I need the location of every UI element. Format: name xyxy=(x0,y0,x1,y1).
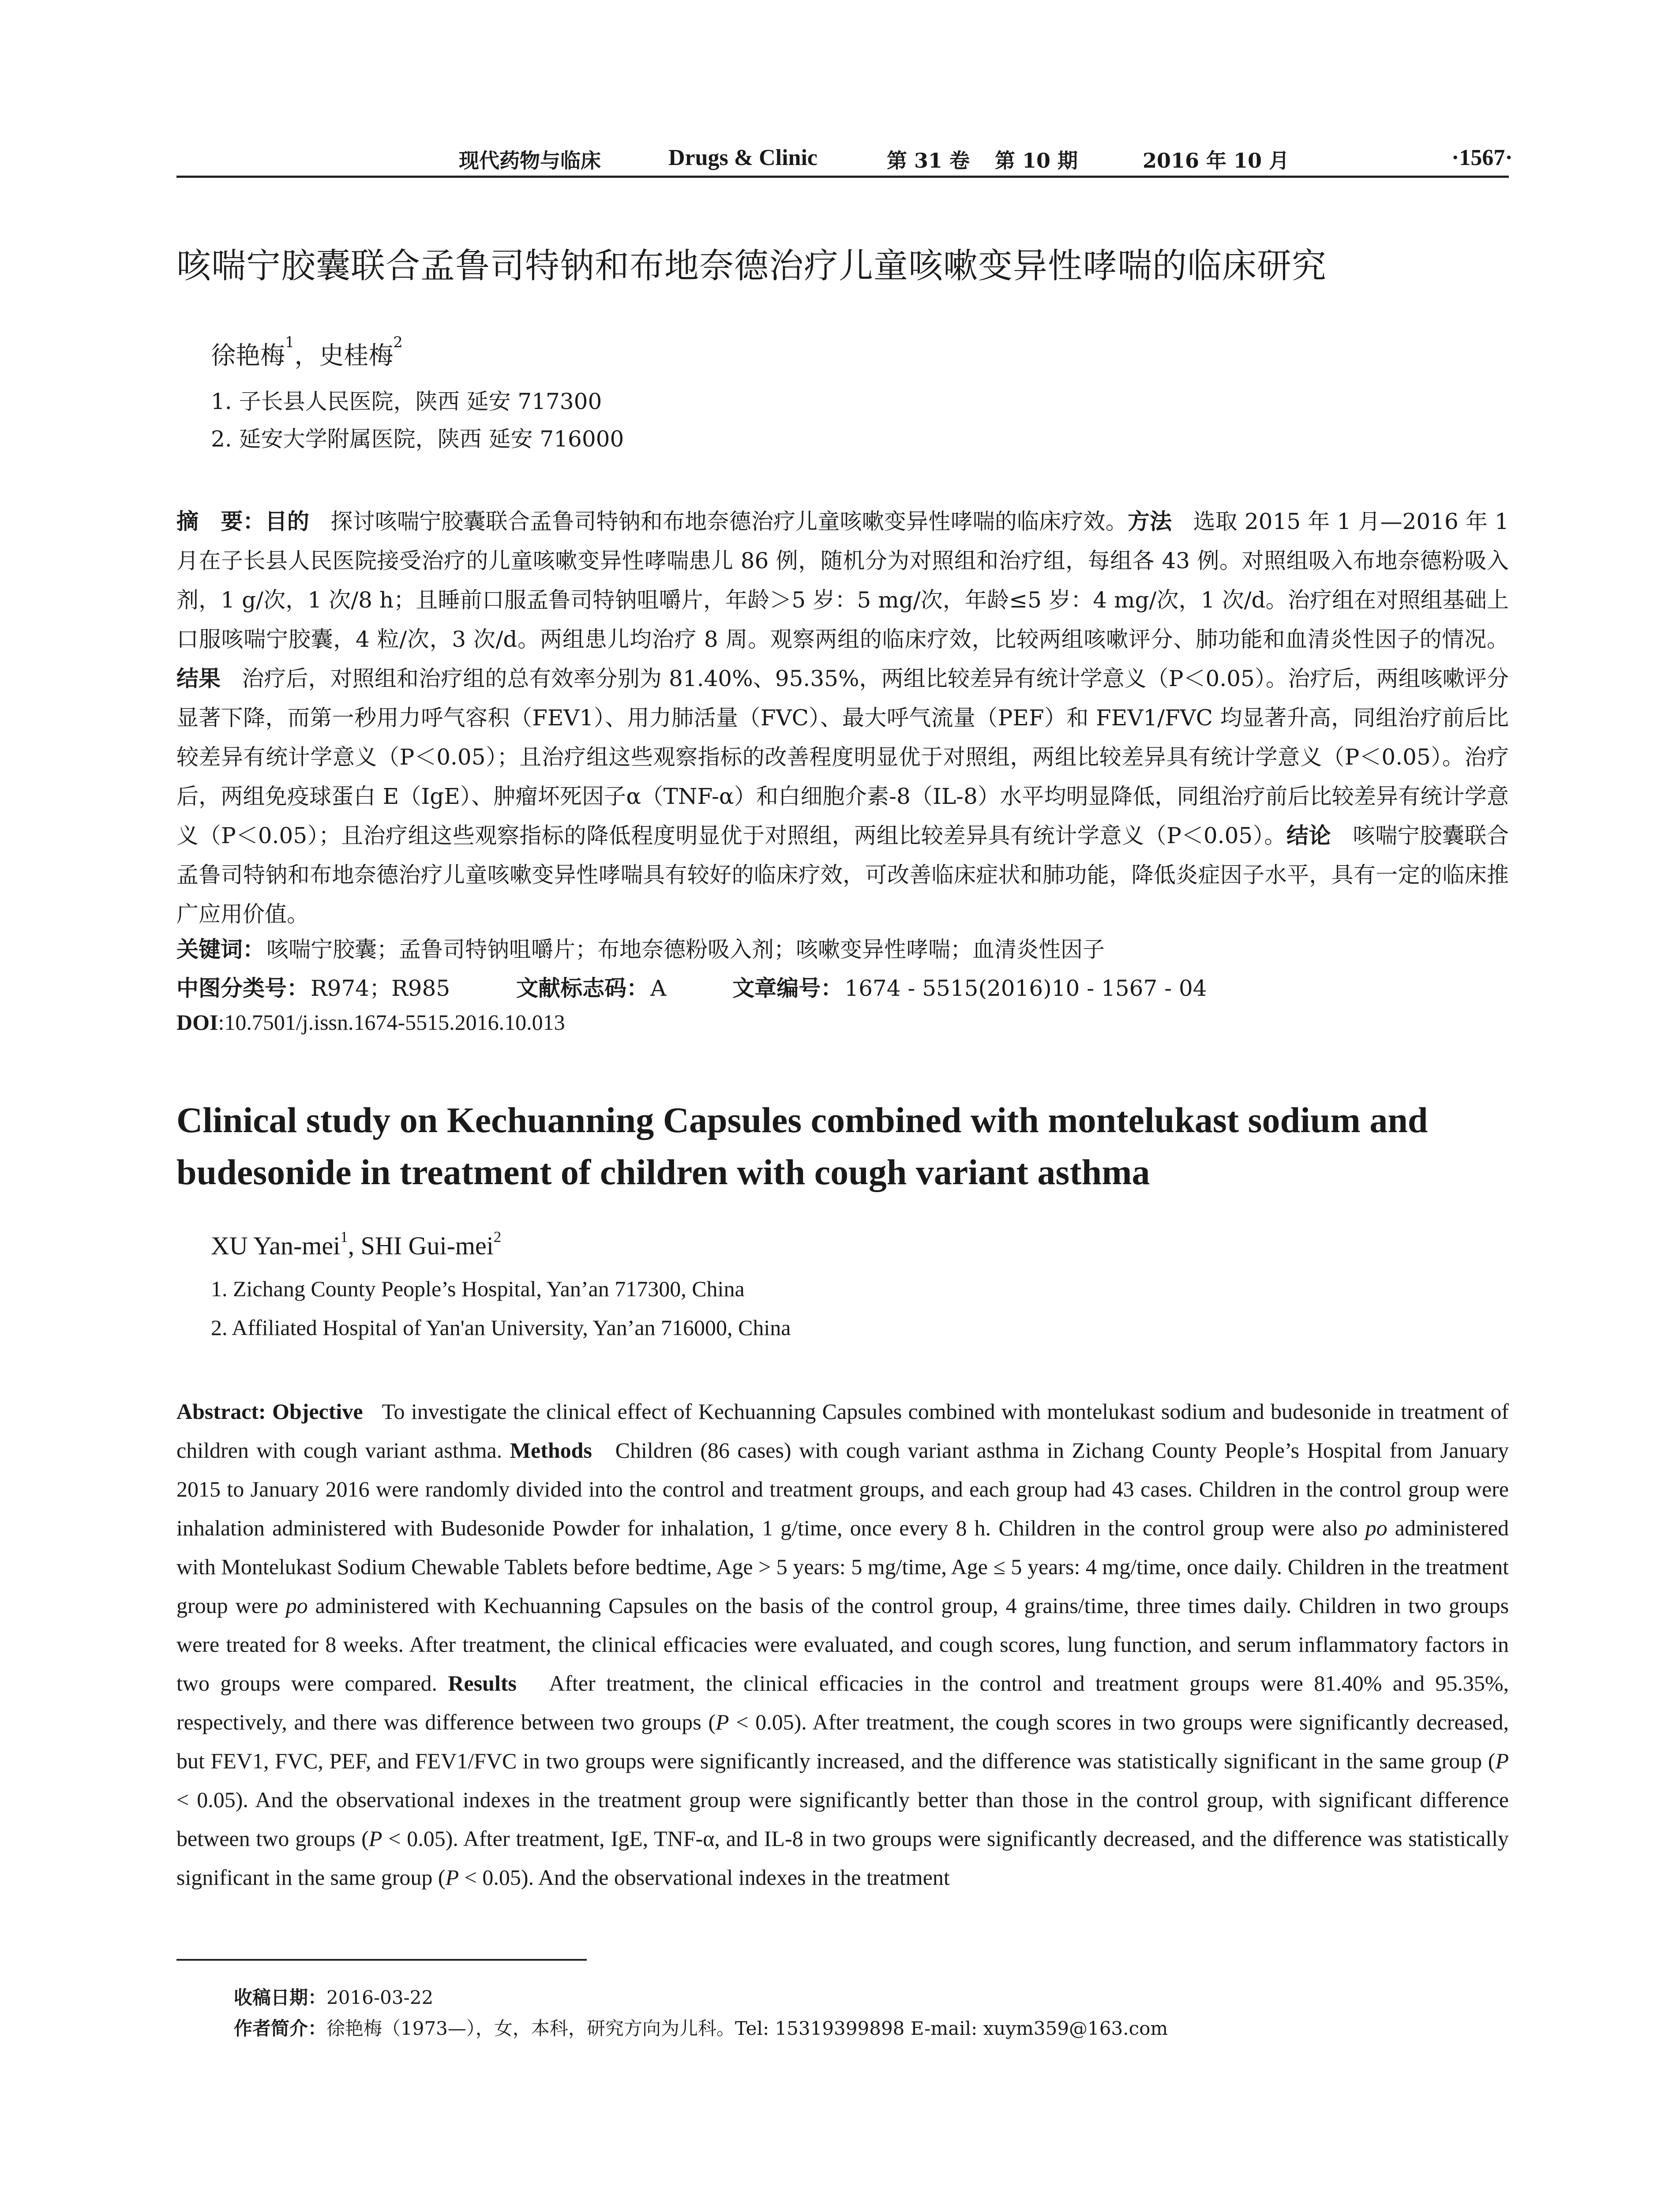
english-authors xyxy=(211,1228,502,1261)
english-abstract xyxy=(176,1392,1509,1897)
doc-code-label: 文献标志码： xyxy=(516,975,649,1001)
methods-label-en: Methods xyxy=(510,1438,592,1463)
classification-line xyxy=(176,971,1207,1002)
objective-label-cn: 目的 xyxy=(265,509,310,534)
results-text-cn: 治疗后，对照组和治疗组的总有效率分别为 81.40%、95.35%，两组比较差异有统计学意义（P＜0.05）。治疗后，两组咳嗽评分显著下降，而第一秒用力呼气容积（FEV1）、用力肺活量（FVC）、最大呼气流量（PEF）和 FEV1/FVC 均显著升高，同组治疗前后比较差异有统计学意义（P＜0.05）；且治疗组这些观察指标的改善程度明显优于对照组，两组比较差异具有统计学意义（P＜0.05）。治疗后，两组免疫球蛋白 E（IgE）、肿瘤坏死因子α（TNF-α）和白细胞介素-8（IL-8）水平均明显降低，同组治疗前后比较差异有统计学意义（P＜0.05）；且治疗组这些观察指标的降低程度明显优于对照组，两组比较差异具有统计学意义（P＜0.05）。 xyxy=(176,666,1509,848)
journal-name-en: Drugs & Clinic xyxy=(668,145,818,170)
page-number: ·1567· xyxy=(1451,145,1513,170)
volume: 第 31 卷 xyxy=(887,149,970,173)
keywords-cn xyxy=(176,932,1105,964)
objective-text-cn: 探讨咳喘宁胶囊联合孟鲁司特钠和布地奈德治疗儿童咳嗽变异性哮喘的临床疗效。 xyxy=(330,509,1128,534)
keywords-text: 咳喘宁胶囊；孟鲁司特钠咀嚼片；布地奈德粉吸入剂；咳嗽变异性哮喘；血清炎性因子 xyxy=(266,937,1105,962)
author-1-en-affil-mark: 1 xyxy=(340,1228,348,1246)
author-separator-en: , xyxy=(348,1231,361,1260)
author-1-en: XU Yan-mei xyxy=(211,1231,341,1260)
p-symbol-4: P xyxy=(445,1865,459,1890)
doi-value: :10.7501/j.issn.1674-5515.2016.10.013 xyxy=(218,1010,565,1035)
clc-label: 中图分类号： xyxy=(176,975,309,1001)
results-label-cn: 结果 xyxy=(176,666,221,691)
author-2-en-affil-mark: 2 xyxy=(493,1228,502,1246)
results-text-en-1: After treatment, the clinical efficacies in the control and treatment groups were 81.40% and 95.35%, respectively, and there was difference between two groups ( xyxy=(176,1671,1509,1734)
po-abbrev-2: po xyxy=(285,1593,308,1618)
chinese-title: 咳喘宁胶囊联合孟鲁司特钠和布地奈德治疗儿童咳嗽变异性哮喘的临床研究 xyxy=(176,246,1327,286)
author-2-affil-mark: 2 xyxy=(393,334,403,351)
methods-text-en-1: Children (86 cases) with cough variant asthma in Zichang County People’s Hospital from January 2015 to January 2016 were randomly divided into the control and treatment groups, and each group had 43 cases. Children in the control group were inhalation administered with Budesonide Powder for inhalation, 1 g/time, once every 8 h. Children in the control group were also xyxy=(176,1438,1509,1540)
p-symbol-3: P xyxy=(368,1826,382,1851)
keywords-label: 关键词： xyxy=(176,937,265,962)
abstract-label-en: Abstract: xyxy=(176,1399,266,1424)
affiliation-2-cn: 2. 延安大学附属医院，陕西 延安 716000 xyxy=(211,426,624,452)
conclusion-text-cn: 咳喘宁胶囊联合孟鲁司特钠和布地奈德治疗儿童咳嗽变异性哮喘具有较好的临床疗效，可改善临床症状和肺功能，降低炎症因子水平，具有一定的临床推广应用价值。 xyxy=(176,823,1509,927)
journal-name-cn: 现代药物与临床 xyxy=(459,149,601,173)
author-1-cn: 徐艳梅 xyxy=(211,341,285,370)
po-abbrev-1: po xyxy=(1365,1516,1388,1540)
article-no-label: 文章编号： xyxy=(732,975,843,1001)
chinese-abstract xyxy=(176,502,1509,934)
methods-text-en-3: administered with Kechuanning Capsules on the basis of the control group, 4 grains/time, three times daily. Children in two groups were treated for 8 weeks. After treatment, the clinical efficacies were evaluated, and cough scores, lung function, and serum inflammatory factors in two groups were compared. xyxy=(176,1593,1509,1696)
received-date-note xyxy=(234,1983,433,2010)
issue-date: 2016 年 10 月 xyxy=(1143,149,1290,173)
objective-text-en: To investigate the clinical effect of Kechuanning Capsules combined with montelukast sodium and budesonide in treatment of children with cough variant asthma. xyxy=(176,1399,1509,1463)
methods-text-en-2: administered with Montelukast Sodium Chewable Tablets before bedtime, Age > 5 years: 5 mg/time, Age ≤ 5 years: 4 mg/time, once daily. Children in the treatment group were xyxy=(176,1516,1509,1618)
received-label: 收稿日期： xyxy=(234,1987,327,2008)
chinese-authors xyxy=(211,336,403,371)
results-label-en: Results xyxy=(448,1671,517,1696)
results-text-en-4: < 0.05). After treatment, IgE, TNF-α, and IL-8 in two groups were significantly decreased, and the difference was statistically significant in the same group ( xyxy=(176,1826,1509,1890)
author-2-cn: 史桂梅 xyxy=(319,341,394,370)
footnote-divider xyxy=(176,1959,587,1961)
running-header xyxy=(176,140,1513,178)
affiliation-1-en: 1. Zichang County People’s Hospital, Yan’an 717300, China xyxy=(211,1276,745,1301)
author-2-en: SHI Gui-mei xyxy=(360,1231,494,1260)
doi-label: DOI xyxy=(176,1010,218,1035)
received-date: 2016-03-22 xyxy=(326,1987,434,2008)
objective-label-en: Objective xyxy=(272,1399,363,1424)
doi-line xyxy=(176,1009,565,1035)
results-text-en-5: < 0.05). And the observational indexes in the treatment xyxy=(459,1865,950,1890)
methods-label-cn: 方法 xyxy=(1127,509,1172,534)
article-no-value: 1674 - 5515(2016)10 - 1567 - 04 xyxy=(844,975,1207,1001)
clc-value: R974；R985 xyxy=(311,975,450,1001)
author-1-affil-mark: 1 xyxy=(285,334,295,351)
issue: 第 10 期 xyxy=(995,149,1078,173)
p-symbol-1: P xyxy=(716,1710,729,1734)
author-bio-text: 徐艳梅（1973—），女，本科，研究方向为儿科。Tel: 15319399898 E-mail: xuym359@163.com xyxy=(326,2018,1168,2039)
methods-text-cn: 选取 2015 年 1 月—2016 年 1 月在子长县人民医院接受治疗的儿童咳嗽变异性哮喘患儿 86 例，随机分为对照组和治疗组，每组各 43 例。对照组吸入布地奈德粉吸入剂，1 g/次，1 次/8 h；且睡前口服孟鲁司特钠咀嚼片，年龄＞5 岁：5 mg/次，年龄≤5 岁：4 mg/次，1 次/d。治疗组在对照组基础上口服咳喘宁胶囊，4 粒/次，3 次/d。两组患儿均治疗 8 周。观察两组的临床疗效，比较两组咳嗽评分、肺功能和血清炎性因子的情况。 xyxy=(176,509,1509,652)
results-text-en-2: < 0.05). After treatment, the cough scores in two groups were significantly decreased, but FEV1, FVC, PEF, and FEV1/FVC in two groups were significantly increased, and the difference was statistically significant in the same group ( xyxy=(176,1710,1509,1773)
results-text-en-3: < 0.05). And the observational indexes in the treatment group were significantly better than those in the control group, with significant difference between two groups ( xyxy=(176,1787,1509,1851)
author-separator: ， xyxy=(294,341,319,370)
doc-code-value: A xyxy=(650,975,667,1001)
english-title: Clinical study on Kechuanning Capsules combined with montelukast sodium and budesonide in treatment of children with cough variant asthma xyxy=(176,1100,1428,1192)
abstract-label-cn: 摘 要： xyxy=(176,509,265,534)
conclusion-label-cn: 结论 xyxy=(1286,823,1331,848)
author-bio-label: 作者简介： xyxy=(234,2018,327,2039)
affiliation-2-en: 2. Affiliated Hospital of Yan'an University, Yan’an 716000, China xyxy=(211,1315,791,1340)
author-bio-note xyxy=(234,2014,1168,2041)
p-symbol-2: P xyxy=(1495,1748,1509,1773)
affiliation-1-cn: 1. 子长县人民医院，陕西 延安 717300 xyxy=(211,389,602,414)
